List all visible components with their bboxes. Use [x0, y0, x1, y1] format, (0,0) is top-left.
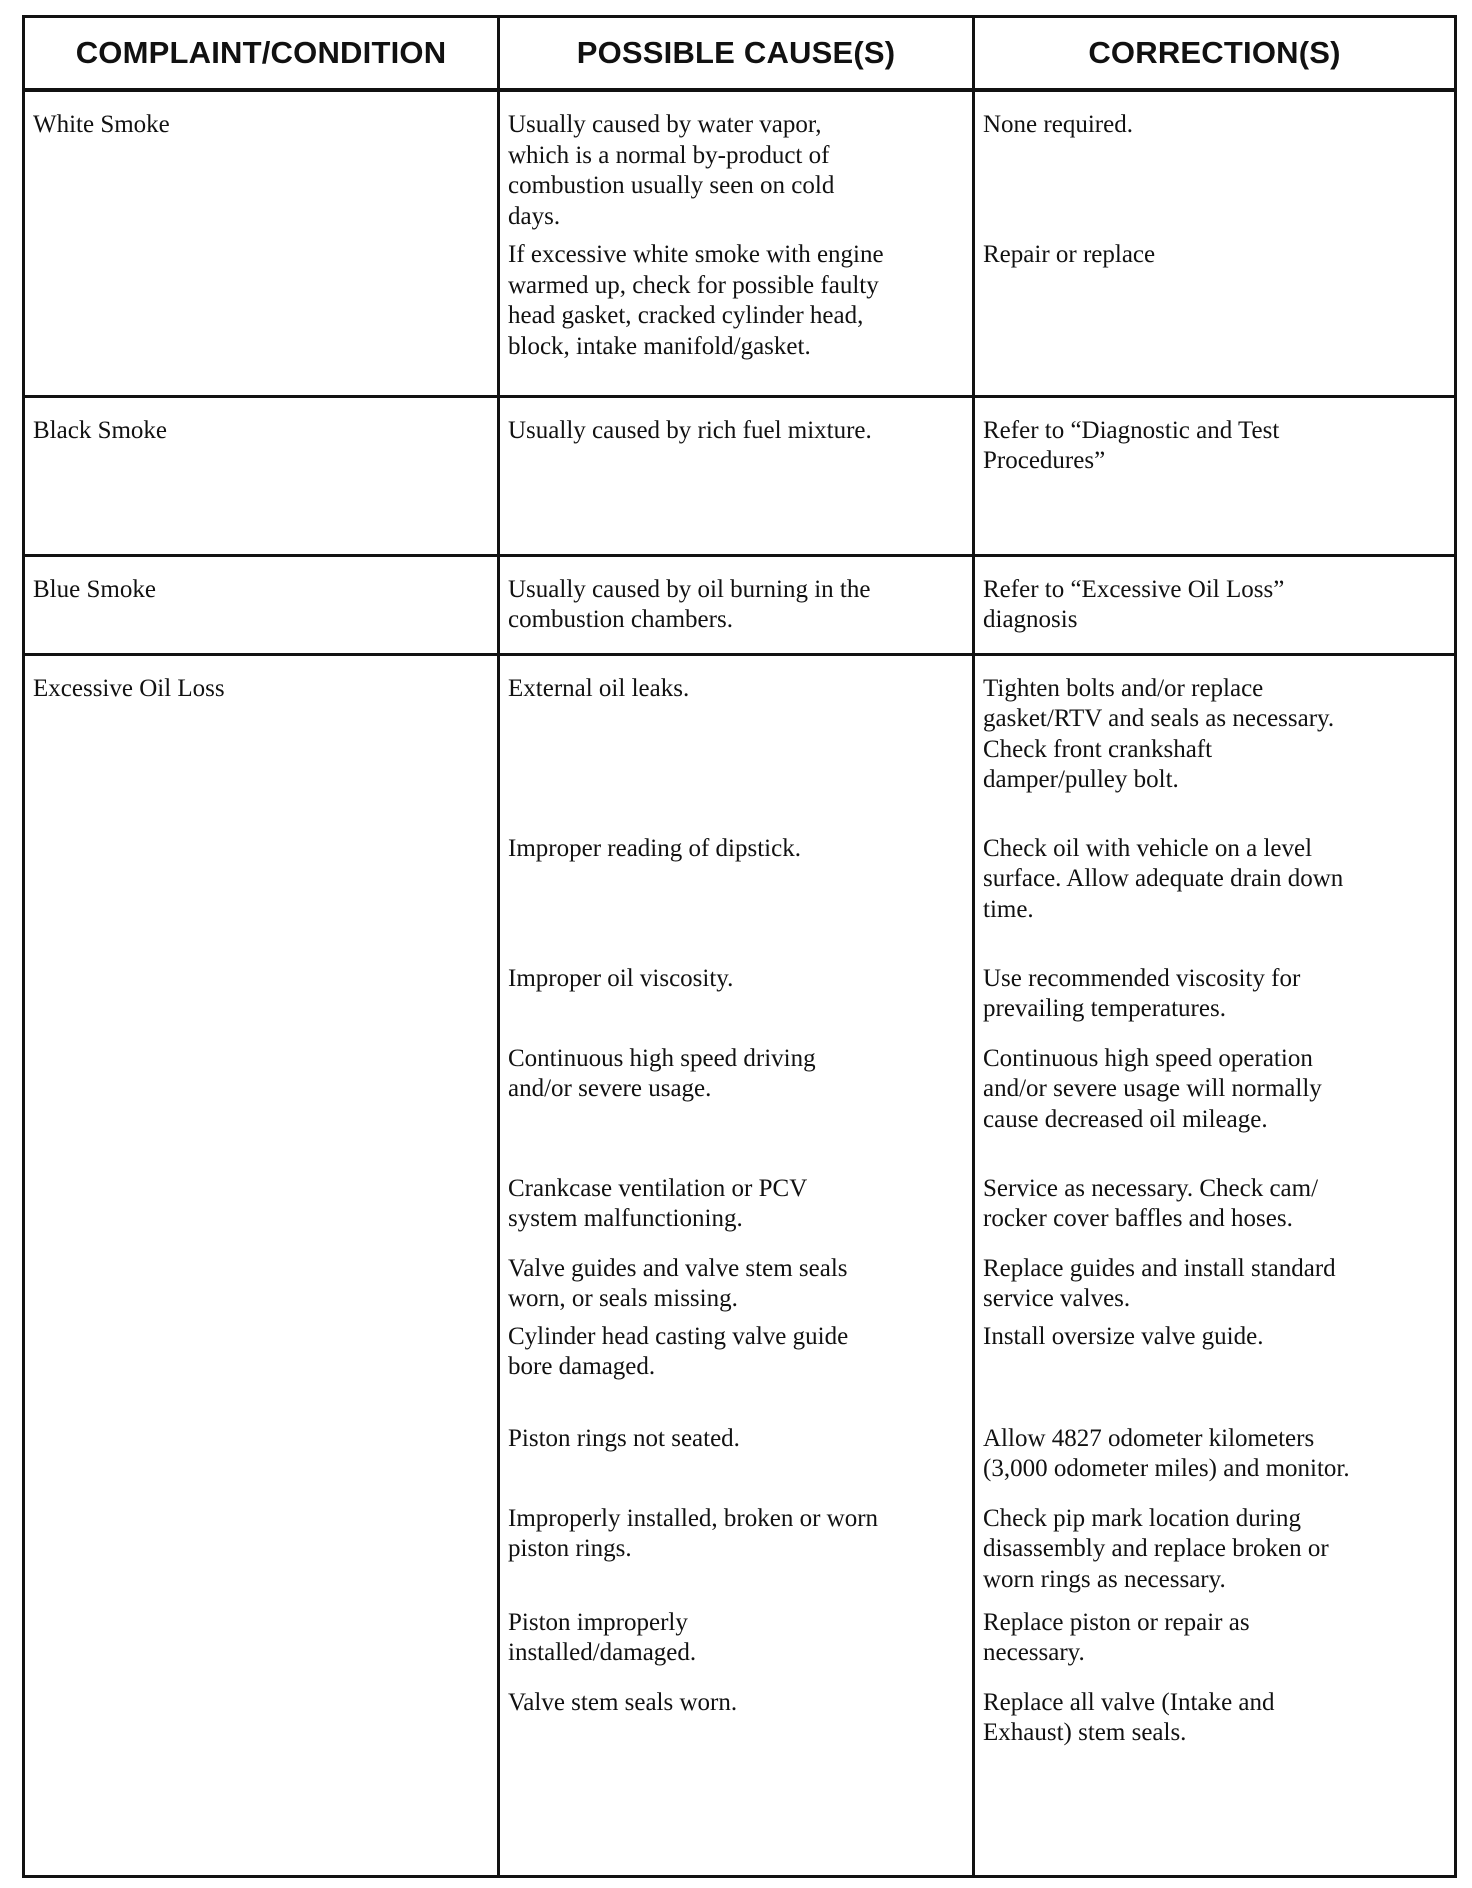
- correction-entry: Allow 4827 odometer kilometers (3,000 odometer miles) and monitor.: [983, 1424, 1350, 1482]
- cause-entry: Crankcase ventilation or PCV system malfunctioning.: [508, 1174, 808, 1232]
- correction-entry: Tighten bolts and/or replace gasket/RTV and seals as necessary. Check front crankshaft damper/pulley bolt.: [983, 674, 1335, 793]
- condition-cell: Excessive Oil Loss: [24, 654, 499, 1876]
- correction-entry: Continuous high speed operation and/or severe usage will normally cause decreased oil mileage.: [983, 1044, 1322, 1133]
- cause-cell: [499, 396, 974, 555]
- header-cause: POSSIBLE CAUSE(S): [499, 17, 974, 91]
- correction-entry: Refer to “Excessive Oil Loss” diagnosis: [983, 575, 1285, 633]
- cause-cell: [499, 90, 974, 396]
- correction-cell: [974, 396, 1456, 555]
- cause-entry: Improper oil viscosity.: [508, 964, 734, 992]
- correction-entry: Replace all valve (Intake and Exhaust) stem seals.: [983, 1688, 1275, 1746]
- cause-entry: Valve stem seals worn.: [508, 1688, 738, 1716]
- condition-cell: White Smoke: [24, 90, 499, 396]
- cause-entry: Valve guides and valve stem seals worn, or seals missing.: [508, 1254, 848, 1312]
- correction-entry: Replace piston or repair as necessary.: [983, 1608, 1250, 1666]
- table-row: [24, 90, 1456, 396]
- correction-entry: Repair or replace: [983, 241, 1156, 268]
- correction-entry: Service as necessary. Check cam/ rocker cover baffles and hoses.: [983, 1174, 1319, 1232]
- cause-entry: Improperly installed, broken or worn piston rings.: [508, 1504, 879, 1562]
- cause-entry: If excessive white smoke with engine warmed up, check for possible faulty head gasket, cracked cylinder head, block, intake manifold/gasket.: [508, 241, 884, 360]
- correction-entry: Check pip mark location during disassembly and replace broken or worn rings as necessary.: [983, 1504, 1329, 1593]
- cause-entry: Improper reading of dipstick.: [508, 834, 801, 862]
- header-condition: COMPLAINT/CONDITION: [24, 17, 499, 91]
- table-row: [24, 396, 1456, 555]
- correction-cell: [974, 555, 1456, 654]
- cause-entry: Cylinder head casting valve guide bore damaged.: [508, 1322, 849, 1380]
- correction-entry: None required.: [983, 111, 1133, 138]
- cause-entry: Continuous high speed driving and/or severe usage.: [508, 1044, 816, 1102]
- correction-entry: Refer to “Diagnostic and Test Procedures”: [983, 416, 1280, 474]
- correction-entry: Check oil with vehicle on a level surface. Allow adequate drain down time.: [983, 834, 1344, 923]
- cause-entry: External oil leaks.: [508, 674, 690, 702]
- correction-cell: [974, 654, 1456, 1876]
- cause-entry: Usually caused by oil burning in the combustion chambers.: [508, 575, 871, 633]
- correction-entry: Use recommended viscosity for prevailing temperatures.: [983, 964, 1301, 1022]
- correction-entry: Replace guides and install standard service valves.: [983, 1254, 1336, 1312]
- cause-entry: Piston improperly installed/damaged.: [508, 1608, 697, 1666]
- cause-cell: [499, 654, 974, 1876]
- table-row: [24, 654, 1456, 1876]
- cause-entry: Piston rings not seated.: [508, 1424, 740, 1452]
- correction-entry: Install oversize valve guide.: [983, 1322, 1264, 1350]
- table-row: [24, 555, 1456, 654]
- header-row: [24, 17, 1456, 91]
- cause-cell: [499, 555, 974, 654]
- diagnosis-table: [22, 15, 1457, 1878]
- cause-entry: Usually caused by water vapor, which is a normal by-product of combustion usually seen on cold days.: [508, 111, 835, 230]
- cause-entry: Usually caused by rich fuel mixture.: [508, 416, 872, 444]
- header-correction: CORRECTION(S): [974, 17, 1456, 91]
- condition-cell: Black Smoke: [24, 396, 499, 555]
- condition-cell: Blue Smoke: [24, 555, 499, 654]
- correction-cell: [974, 90, 1456, 396]
